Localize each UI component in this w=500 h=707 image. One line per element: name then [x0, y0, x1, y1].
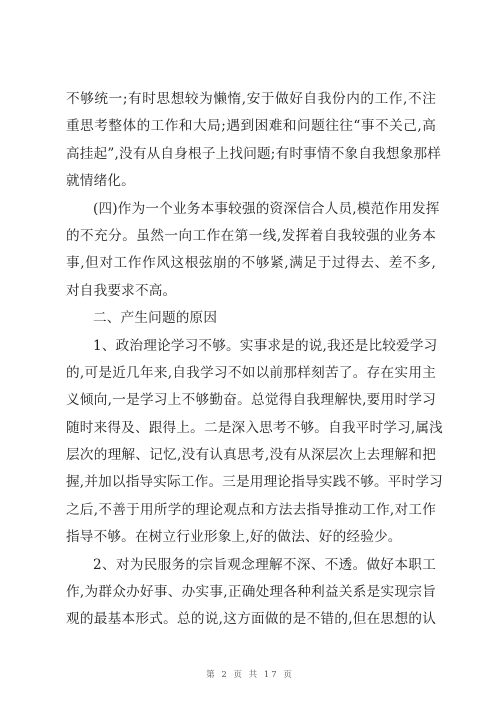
section-heading: 二、产生问题的原因 — [93, 310, 218, 327]
document-body — [66, 86, 443, 634]
text-line: 2、对为民服务的宗旨观念理解不深、不透。做好本职工 — [93, 556, 436, 573]
text-line: 之后,不善于用所学的理论观点和方法去指导推动工作,对工作 — [66, 501, 436, 518]
page-number: 第 2 页 共 17 页 — [206, 670, 294, 680]
text-line: 层次的理解、记忆,没有认真思考,没有从深层次上去理解和把 — [66, 447, 436, 464]
text-line: 不够统一;有时思想较为懒惰,安于做好自我份内的工作,不注 — [66, 91, 436, 107]
text-line: 作,为群众办好事、办实事,正确处理各种利益关系是实现宗旨 — [66, 584, 436, 601]
text-line: 的不充分。虽然一向工作在第一线,发挥着自我较强的业务本 — [66, 227, 436, 244]
text-line: 指导不够。在树立行业形象上,好的做法、好的经验少。 — [66, 529, 402, 546]
text-line: 重思考整体的工作和大局;遇到困难和问题往往“事不关己,高 — [66, 118, 436, 135]
text-line: 事,但对工作作风这根弦崩的不够紧,满足于过得去、差不多, — [66, 255, 436, 272]
text-line: 握,并加以指导实际工作。三是用理论指导实践不够。平时学习 — [66, 474, 443, 491]
text-line: 对自我要求不高。 — [66, 282, 177, 299]
text-line: 观的最基本形式。总的说,这方面做的是不错的,但在思想的认 — [66, 611, 436, 628]
text-line: 义倾向,一是学习上不够勤奋。总觉得自我理解快,要用时学习 — [66, 392, 436, 409]
text-line: 就情绪化。 — [66, 173, 135, 190]
text-line: 高挂起”,没有从自身根子上找问题;有时事情不象自我想象那样 — [66, 145, 442, 162]
text-line: 随时来得及、跟得上。二是深入思考不够。自我平时学习,属浅 — [66, 419, 443, 436]
text-line: (四)作为一个业务本事较强的资深信合人员,模范作用发挥 — [93, 200, 440, 217]
text-line: 的,可是近几年来,自我学习不如以前那样刻苦了。存在实用主 — [66, 364, 436, 381]
text-line: 1、政治理论学习不够。实事求是的说,我还是比较爱学习 — [93, 337, 438, 354]
